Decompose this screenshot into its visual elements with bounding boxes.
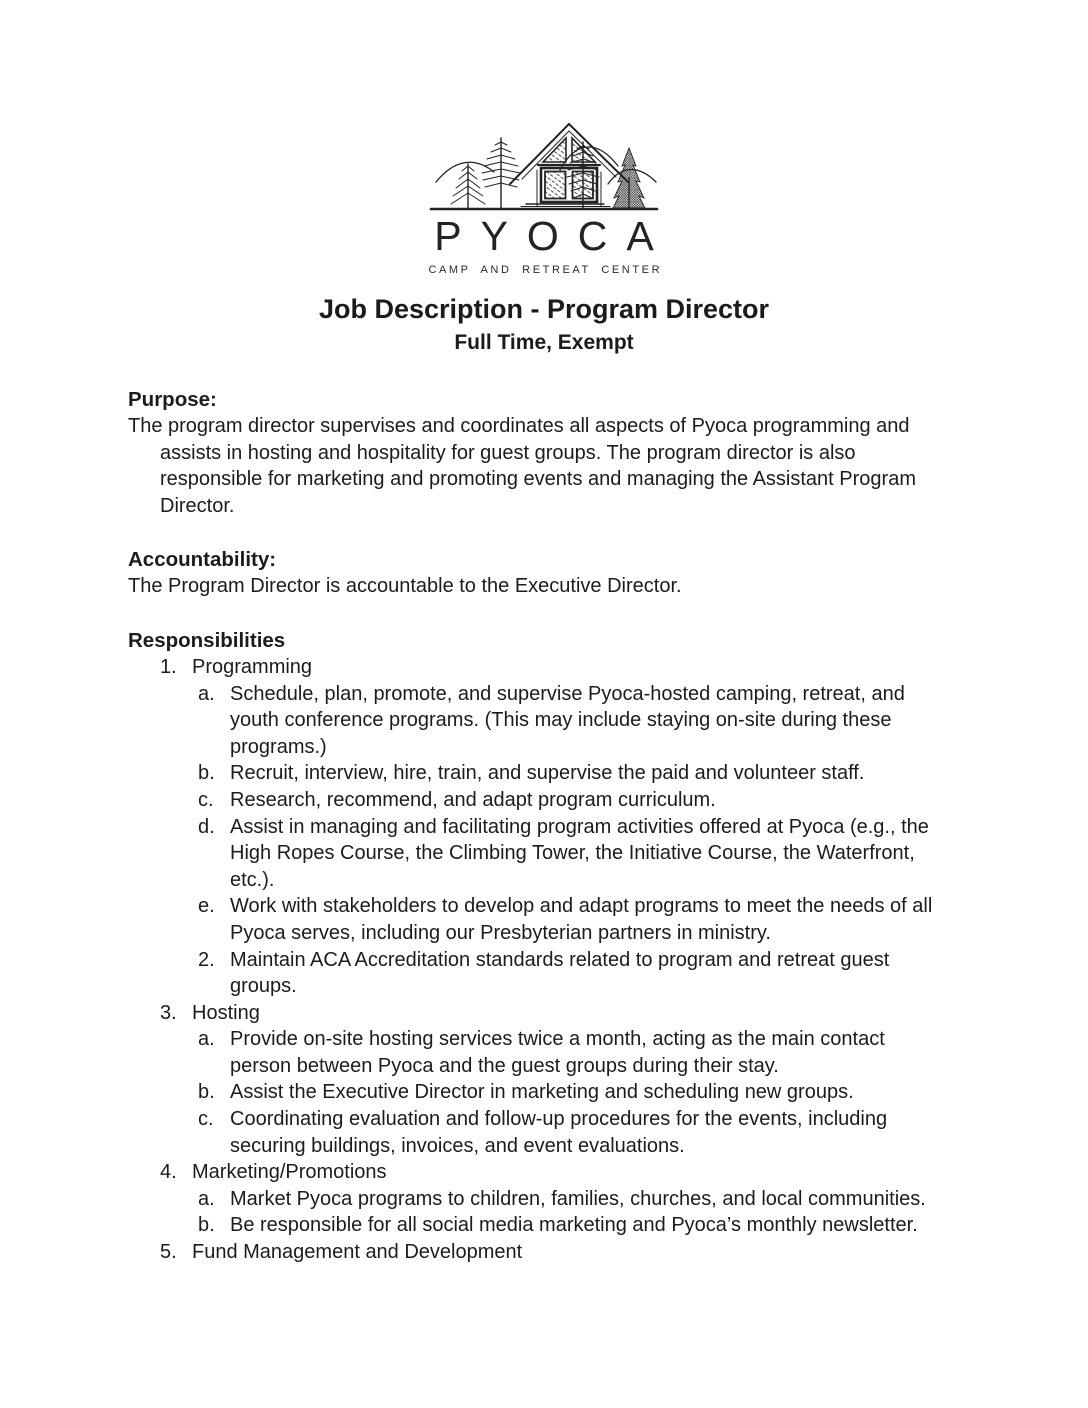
list-item-text: Work with stakeholders to develop and adapt programs to meet the needs of all Pyoca serves, including our Presbyterian partners in ministry.	[230, 895, 933, 944]
list-item-text: Research, recommend, and adapt program curriculum.	[230, 788, 716, 811]
list-item-text: Programming	[192, 655, 313, 678]
list-item	[128, 947, 948, 1000]
cabin	[510, 124, 628, 207]
list-item-marker: c.	[198, 788, 214, 811]
responsibilities-section	[128, 627, 948, 1266]
list-item	[128, 654, 948, 681]
list-item-marker: d.	[198, 815, 215, 838]
list-item	[128, 787, 948, 814]
list-item-text: Fund Management and Development	[192, 1241, 523, 1264]
accountability-section	[128, 546, 948, 600]
list-item	[128, 1026, 948, 1079]
list-item	[128, 1106, 948, 1159]
logo-tagline: CAMP AND RETREAT CENTER	[428, 264, 663, 276]
responsibilities-heading: Responsibilities	[128, 628, 286, 652]
pine-tree-right-dense	[613, 148, 645, 209]
logo-wordmark: PYOCA	[434, 213, 673, 259]
list-item	[128, 1186, 948, 1213]
list-item-marker: 5.	[160, 1241, 177, 1264]
list-item-text: Market Pyoca programs to children, families, churches, and local communities.	[230, 1187, 926, 1210]
list-item-text: Recruit, interview, hire, train, and supervise the paid and volunteer staff.	[230, 762, 865, 785]
responsibilities-list	[128, 654, 948, 1266]
list-item-marker: a.	[198, 682, 215, 705]
list-item	[128, 1239, 948, 1266]
accountability-body: The Program Director is accountable to the Executive Director.	[128, 575, 682, 598]
list-item-text: Hosting	[192, 1001, 260, 1024]
logo-illustration	[426, 118, 662, 212]
list-item	[128, 1159, 948, 1186]
list-item-marker: b.	[198, 762, 215, 785]
pine-tree-left-tall	[482, 138, 520, 208]
page-subtitle: Full Time, Exempt	[454, 331, 634, 354]
list-item-marker: e.	[198, 895, 215, 918]
accountability-heading: Accountability:	[128, 548, 277, 572]
list-item-marker: c.	[198, 1108, 214, 1131]
list-item	[128, 893, 948, 946]
list-item-marker: 2.	[198, 948, 215, 971]
document-body	[128, 386, 948, 1266]
list-item-marker: b.	[198, 1214, 215, 1237]
list-item-marker: 3.	[160, 1001, 177, 1024]
list-item	[128, 814, 948, 894]
list-item-text: Schedule, plan, promote, and supervise Pyoca-hosted camping, retreat, and youth conference programs. (This may include staying on-site during these programs.)	[230, 682, 905, 758]
list-item-marker: b.	[198, 1081, 215, 1104]
purpose-heading: Purpose:	[128, 388, 217, 411]
list-item-text: Marketing/Promotions	[192, 1161, 387, 1184]
purpose-body: The program director supervises and coordinates all aspects of Pyoca programming and assists in hosting and hospitality for guest groups. The program director is also responsible for marketing and promoting events and managing the Assistant Program Director.	[128, 415, 916, 517]
list-item-marker: a.	[198, 1187, 215, 1210]
list-item-text: Be responsible for all social media marketing and Pyoca’s monthly newsletter.	[230, 1214, 918, 1237]
list-item	[128, 1000, 948, 1027]
list-item	[128, 1079, 948, 1106]
list-item-marker: a.	[198, 1028, 215, 1051]
page-title: Job Description - Program Director	[318, 294, 770, 324]
list-item-text: Maintain ACA Accreditation standards related to program and retreat guest groups.	[230, 948, 890, 998]
list-item-marker: 1.	[160, 655, 177, 678]
list-item-marker: 4.	[160, 1161, 177, 1184]
pine-tree-left-small	[451, 164, 485, 208]
list-item-text: Coordinating evaluation and follow-up procedures for the events, including securing buildings, invoices, and event evaluations.	[230, 1108, 888, 1157]
list-item	[128, 1212, 948, 1239]
list-item-text: Provide on-site hosting services twice a month, acting as the main contact person between Pyoca and the guest groups during their stay.	[230, 1028, 885, 1077]
logo	[0, 0, 1088, 277]
purpose-section	[128, 386, 948, 519]
list-item	[128, 681, 948, 761]
list-item-text: Assist the Executive Director in marketing and scheduling new groups.	[230, 1081, 854, 1104]
list-item-text: Assist in managing and facilitating program activities offered at Pyoca (e.g., the High Ropes Course, the Climbing Tower, the Initiative Course, the Waterfront, etc.).	[230, 815, 929, 891]
list-item	[128, 760, 948, 787]
